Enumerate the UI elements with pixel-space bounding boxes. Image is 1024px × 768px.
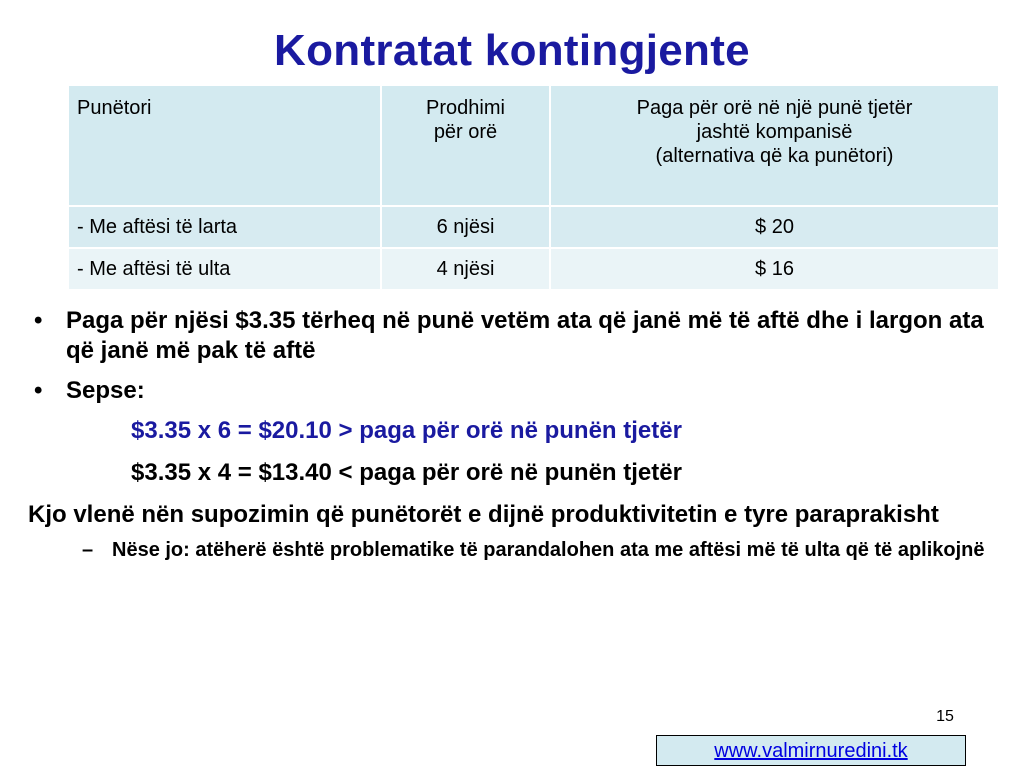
cell-worker-type: - Me aftësi të ulta	[68, 248, 381, 290]
table-row	[68, 248, 999, 290]
header-output-per-hour	[381, 85, 550, 206]
cell-output: 4 njësi	[381, 248, 550, 290]
slide-title: Kontratat kontingjente	[274, 26, 750, 75]
slide-body	[28, 306, 1008, 563]
header-alternative-text: Paga për orë në një punë tjetër jashtë kompanisë (alternativa që ka punëtori)	[636, 97, 913, 167]
bullet-text: Paga për njësi $3.35 tërheq në punë vetëm ata që janë më të aftë dhe i largon ata që janë më pak të aftë	[66, 307, 984, 364]
bullet-item	[28, 306, 1008, 366]
equation-low-skill: $3.35 x 4 = $13.40 < paga për orë në punën tjetër	[131, 459, 682, 486]
bullet-item	[28, 376, 1008, 406]
header-worker: Punëtori	[68, 85, 381, 206]
bullet-icon: •	[34, 307, 43, 334]
table-row	[68, 206, 999, 248]
cell-output: 6 njësi	[381, 206, 550, 248]
sub-point	[28, 538, 1008, 563]
bullet-icon: •	[34, 377, 43, 404]
header-output-line-1: Prodhimi për orë	[426, 97, 505, 143]
cell-worker-type: - Me aftësi të larta	[68, 206, 381, 248]
dash-icon: –	[82, 539, 94, 561]
assumption-statement: Kjo vlenë nën supozimin që punëtorët e dijnë produktivitetin e tyre paraprakisht	[28, 501, 939, 528]
sub-point-text: Nëse jo: atëherë është problematike të parandalohen ata me aftësi më të ulta që të aplikojnë	[112, 539, 985, 561]
header-alternative-wage	[550, 85, 999, 206]
comparison-table	[67, 84, 1000, 291]
footer-link[interactable]: www.valmirnuredini.tk	[656, 735, 966, 766]
cell-wage: $ 16	[550, 248, 999, 290]
page-number: 15	[936, 708, 954, 725]
cell-wage: $ 20	[550, 206, 999, 248]
table-header-row	[68, 85, 999, 206]
bullet-text: Sepse:	[66, 377, 145, 404]
equation-high-skill: $3.35 x 6 = $20.10 > paga për orë në punën tjetër	[131, 417, 682, 444]
